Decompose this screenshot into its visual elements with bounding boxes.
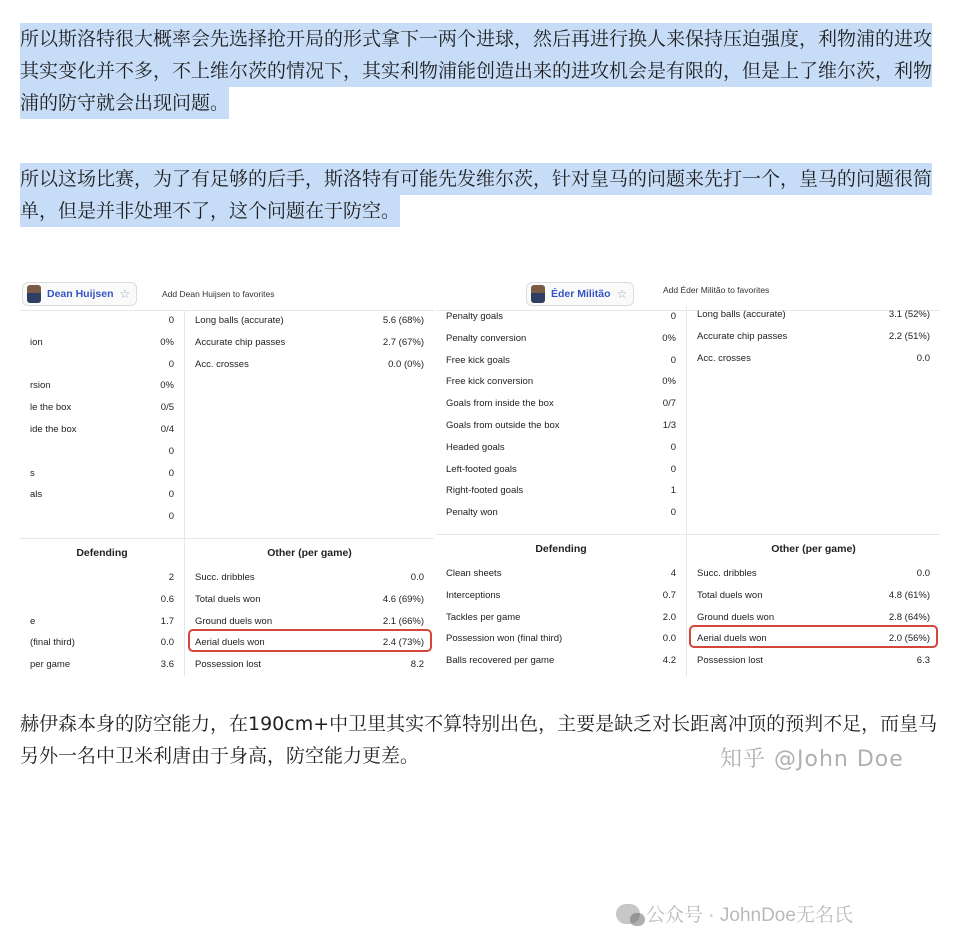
stat-row bbox=[436, 328, 686, 350]
stat-value: 0.0 bbox=[160, 637, 174, 649]
stat-value: 0.0 (0%) bbox=[388, 358, 424, 370]
militao-stats-panel bbox=[436, 276, 940, 676]
stat-value: 2.4 (73%) bbox=[382, 637, 424, 649]
stat-row bbox=[20, 310, 184, 332]
stat-value: 0/7 bbox=[662, 398, 676, 410]
stat-label: Ground duels won bbox=[195, 615, 273, 627]
player-avatar bbox=[27, 285, 41, 303]
wechat-watermark bbox=[616, 900, 853, 927]
other-section bbox=[185, 539, 434, 676]
stat-label: le the box bbox=[30, 402, 72, 414]
stat-value: 0.0 bbox=[916, 568, 930, 579]
stat-value: 0 bbox=[168, 445, 174, 457]
stat-label: Penalty goals bbox=[446, 311, 504, 322]
stat-value: 0 bbox=[168, 315, 174, 326]
stat-value: 0 bbox=[670, 441, 676, 453]
stat-label: Aerial duels won bbox=[697, 633, 767, 645]
stat-row bbox=[436, 437, 686, 459]
zhihu-watermark: 知乎 @John Doe bbox=[720, 747, 904, 772]
stat-label: Long balls (accurate) bbox=[697, 309, 786, 320]
stat-label: Acc. crosses bbox=[697, 352, 751, 364]
stat-row bbox=[20, 611, 184, 633]
stat-row bbox=[185, 310, 434, 332]
stat-label: Clean sheets bbox=[446, 568, 502, 579]
stat-value: 0.0 bbox=[410, 572, 424, 583]
stat-label: Goals from outside the box bbox=[446, 419, 560, 431]
stat-value: 0/4 bbox=[160, 423, 174, 435]
article-paragraph-2 bbox=[20, 163, 940, 227]
stat-row bbox=[185, 654, 434, 676]
stat-label: Succ. dribbles bbox=[697, 568, 757, 579]
stat-row bbox=[20, 654, 184, 676]
stat-row bbox=[185, 354, 434, 376]
stat-label: Left-footed goals bbox=[446, 463, 517, 475]
stat-value: 0% bbox=[160, 336, 174, 348]
stat-label: Possession won (final third) bbox=[446, 633, 563, 645]
stat-label: e bbox=[30, 615, 36, 627]
stat-row bbox=[436, 350, 686, 372]
stat-row bbox=[436, 415, 686, 437]
stat-value: 0.0 bbox=[662, 633, 676, 645]
stat-value: 4.2 bbox=[662, 655, 676, 667]
stat-value: 3.6 bbox=[160, 659, 174, 671]
stat-label: Total duels won bbox=[195, 593, 261, 605]
stat-row bbox=[436, 502, 686, 524]
stat-value: 0/5 bbox=[160, 402, 174, 414]
stat-value: 6.3 bbox=[916, 655, 930, 667]
huijsen-stats-panel bbox=[20, 276, 434, 676]
stat-value: 2.0 bbox=[662, 611, 676, 623]
stat-row bbox=[687, 563, 940, 585]
stat-label: (final third) bbox=[30, 637, 75, 649]
stat-label: Ground duels won bbox=[697, 611, 775, 623]
stat-row bbox=[20, 441, 184, 463]
stat-label: per game bbox=[30, 659, 71, 671]
stat-row bbox=[20, 589, 184, 611]
stat-label: s bbox=[30, 467, 35, 479]
article-paragraph-1 bbox=[20, 23, 940, 119]
stat-label: Goals from inside the box bbox=[446, 398, 554, 410]
stat-row bbox=[436, 393, 686, 415]
stat-row bbox=[436, 585, 686, 607]
passing-stats-column bbox=[185, 310, 434, 375]
stat-value: 0% bbox=[160, 380, 174, 392]
stat-value: 1/3 bbox=[662, 419, 676, 431]
stat-value: 8.2 bbox=[410, 659, 424, 671]
stat-label: rsion bbox=[30, 380, 51, 392]
stat-value: 1.7 bbox=[160, 615, 174, 627]
defending-section bbox=[436, 535, 686, 672]
stat-row bbox=[687, 304, 940, 326]
stat-label: ion bbox=[30, 336, 43, 348]
stat-label: Succ. dribbles bbox=[195, 572, 255, 583]
defending-title: Defending bbox=[535, 543, 587, 555]
panel-header bbox=[20, 276, 434, 311]
stat-value: 0.0 bbox=[916, 352, 930, 364]
stat-row bbox=[185, 332, 434, 354]
other-title: Other (per game) bbox=[267, 547, 352, 559]
stat-value: 5.6 (68%) bbox=[382, 315, 424, 326]
stat-label: Balls recovered per game bbox=[446, 655, 555, 667]
passing-stats-column bbox=[687, 304, 940, 369]
stat-row bbox=[436, 628, 686, 650]
stat-value: 2.7 (67%) bbox=[382, 336, 424, 348]
stat-row bbox=[687, 650, 940, 672]
player-name[interactable]: Éder Militão bbox=[551, 288, 611, 300]
stat-label: als bbox=[30, 489, 43, 501]
player-avatar bbox=[531, 285, 545, 303]
stat-row bbox=[436, 306, 686, 328]
stat-row bbox=[436, 459, 686, 481]
stat-value: 3.1 (52%) bbox=[888, 309, 930, 320]
stat-row bbox=[20, 354, 184, 376]
star-icon[interactable]: ☆ bbox=[616, 287, 628, 301]
stat-label: Accurate chip passes bbox=[195, 336, 286, 348]
stat-label: Possession lost bbox=[697, 655, 764, 667]
stat-row bbox=[20, 332, 184, 354]
attacking-stats-column bbox=[436, 306, 686, 524]
player-name[interactable]: Dean Huijsen bbox=[47, 288, 114, 300]
paragraph-text: 赫伊森本身的防空能力，在190cm+中卫里其实不算特别出色，主要是缺乏对长距离冲顶的预判不足，而皇马另外一名中卫米利唐由于身高，防空能力更差。 bbox=[20, 713, 938, 767]
wechat-watermark-text: 公众号 · JohnDoe无名氏 bbox=[646, 905, 853, 926]
stat-value: 4 bbox=[670, 568, 676, 579]
stat-label: Tackles per game bbox=[446, 611, 521, 623]
stat-value: 0 bbox=[670, 311, 676, 322]
highlighted-text: 所以这场比赛，为了有足够的后手，斯洛特有可能先发维尔茨，针对皇马的问题来先打一个，皇马的问题很简单，但是并非处理不了，这个问题在于防空。 bbox=[20, 163, 932, 227]
aerial-duels-highlight-box bbox=[188, 629, 432, 652]
wechat-icon bbox=[616, 904, 640, 924]
defending-title: Defending bbox=[76, 547, 128, 559]
stat-row bbox=[436, 563, 686, 585]
star-icon[interactable]: ☆ bbox=[119, 287, 131, 301]
stat-row bbox=[20, 375, 184, 397]
stat-row bbox=[687, 348, 940, 370]
stat-value: 0 bbox=[670, 507, 676, 519]
stat-row bbox=[20, 506, 184, 528]
stat-value: 0% bbox=[662, 332, 676, 344]
player-chip[interactable] bbox=[22, 282, 137, 306]
stat-row bbox=[687, 585, 940, 607]
stat-value: 0 bbox=[168, 358, 174, 370]
stat-label: Accurate chip passes bbox=[697, 330, 788, 342]
player-chip[interactable] bbox=[526, 282, 634, 306]
stat-value: 0 bbox=[168, 511, 174, 523]
stat-label: Acc. crosses bbox=[195, 358, 249, 370]
stat-row bbox=[20, 397, 184, 419]
attacking-stats-column bbox=[20, 310, 184, 528]
stat-label: Total duels won bbox=[697, 589, 763, 601]
stat-value: 2.0 (56%) bbox=[888, 633, 930, 645]
stat-label: Long balls (accurate) bbox=[195, 315, 284, 326]
stat-value: 0 bbox=[670, 463, 676, 475]
stat-value: 0.7 bbox=[662, 589, 676, 601]
stat-value: 2 bbox=[168, 572, 174, 583]
stat-row bbox=[20, 632, 184, 654]
stat-label: ide the box bbox=[30, 423, 77, 435]
stat-value: 0 bbox=[168, 467, 174, 479]
stat-value: 4.6 (69%) bbox=[382, 593, 424, 605]
other-section bbox=[687, 535, 940, 672]
stat-value: 4.8 (61%) bbox=[888, 589, 930, 601]
stat-label: Free kick goals bbox=[446, 354, 510, 366]
other-title: Other (per game) bbox=[771, 543, 856, 555]
stat-label: Penalty conversion bbox=[446, 332, 527, 344]
stat-value: 1 bbox=[670, 485, 676, 497]
stat-value: 0% bbox=[662, 376, 676, 388]
stat-label: Right-footed goals bbox=[446, 485, 524, 497]
stat-value: 2.2 (51%) bbox=[888, 330, 930, 342]
stat-row bbox=[436, 480, 686, 502]
stat-value: 0 bbox=[670, 354, 676, 366]
stat-row bbox=[436, 371, 686, 393]
stat-row bbox=[20, 419, 184, 441]
stat-row bbox=[687, 326, 940, 348]
stat-row bbox=[185, 567, 434, 589]
stat-value: 0.6 bbox=[160, 593, 174, 605]
stat-value: 0 bbox=[168, 489, 174, 501]
stat-row bbox=[20, 463, 184, 485]
highlighted-text: 所以斯洛特很大概率会先选择抢开局的形式拿下一两个进球，然后再进行换人来保持压迫强度，利物浦的进攻其实变化并不多，不上维尔茨的情况下，其实利物浦能创造出来的进攻机会是有限的，但是上了维尔茨，利物浦的防守就会出现问题。 bbox=[20, 23, 932, 119]
stat-label: Free kick conversion bbox=[446, 376, 534, 388]
add-to-favorites-link[interactable]: Add Éder Militão to favorites bbox=[663, 285, 770, 295]
stat-label: Interceptions bbox=[446, 589, 501, 601]
defending-section bbox=[20, 539, 184, 676]
add-to-favorites-link[interactable]: Add Dean Huijsen to favorites bbox=[162, 289, 275, 299]
stat-label: Aerial duels won bbox=[195, 637, 265, 649]
stat-label: Possession lost bbox=[195, 659, 262, 671]
stat-row bbox=[436, 607, 686, 629]
stat-label: Penalty won bbox=[446, 507, 498, 519]
stat-label: Headed goals bbox=[446, 441, 505, 453]
stat-value: 2.1 (66%) bbox=[382, 615, 424, 627]
stat-row bbox=[436, 650, 686, 672]
stat-value: 2.8 (64%) bbox=[888, 611, 930, 623]
stat-row bbox=[185, 589, 434, 611]
stat-row bbox=[20, 567, 184, 589]
stat-row bbox=[20, 484, 184, 506]
aerial-duels-highlight-box bbox=[689, 625, 938, 648]
